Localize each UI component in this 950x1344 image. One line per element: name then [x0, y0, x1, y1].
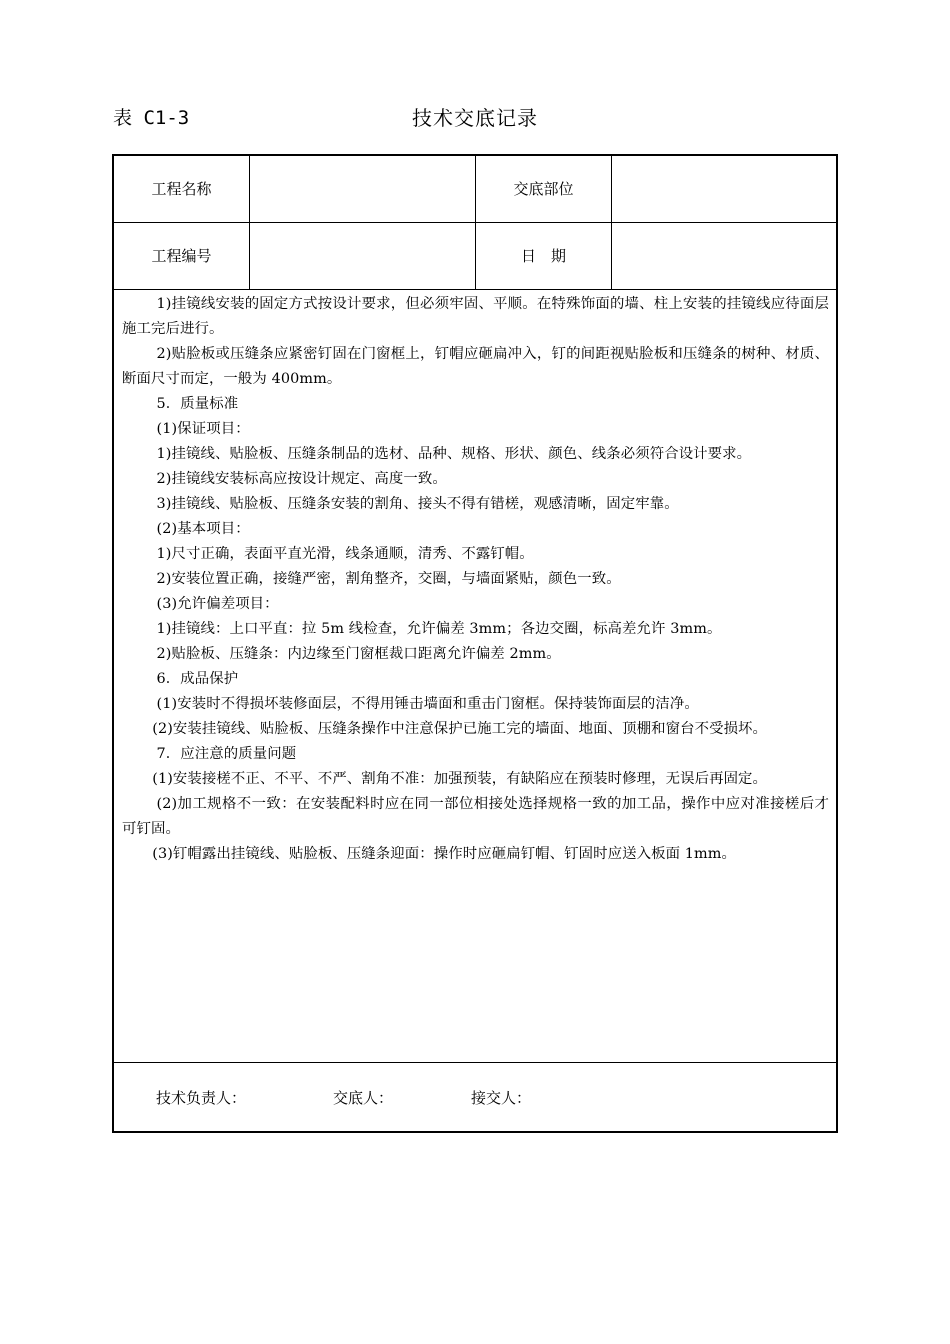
- content-paragraph: (2)加工规格不一致：在安装配料时应在同一部位相接处选择规格一致的加工品，操作中应对准接槎后才可钉固。: [122, 796, 829, 837]
- date-field[interactable]: [612, 223, 836, 289]
- content-paragraph: (2)安装挂镜线、贴脸板、压缝条操作中注意保护已施工完的墙面、地面、顶棚和窗台不受损坏。: [152, 721, 768, 737]
- content-paragraph: 1)尺寸正确，表面平直光滑，线条通顺，清秀、不露钉帽。: [156, 546, 534, 562]
- section-heading: 7．应注意的质量问题: [156, 746, 297, 762]
- disclosure-content: [122, 292, 829, 867]
- location-field[interactable]: [612, 156, 836, 222]
- content-paragraph: (3)钉帽露出挂镜线、贴脸板、压缝条迎面：操作时应砸扁钉帽、钉固时应送入板面 1mm。: [152, 846, 737, 862]
- project-name-field[interactable]: [250, 156, 475, 222]
- footer-divider: [114, 1062, 836, 1063]
- discloser-signature-label: 交底人：: [333, 1089, 394, 1107]
- date-label: 日 期: [520, 247, 566, 265]
- content-paragraph: (3)允许偏差项目：: [156, 596, 279, 612]
- tech-lead-signature-label: 技术负责人：: [156, 1089, 247, 1107]
- form-code: 表 C1-3: [113, 107, 190, 129]
- content-paragraph: 2)贴脸板、压缝条：内边缘至门窗框裁口距离允许偏差 2mm。: [156, 646, 561, 662]
- content-paragraph: (1)保证项目：: [156, 421, 250, 437]
- content-paragraph: 1)挂镜线、贴脸板、压缝条制品的选材、品种、规格、形状、颜色、线条必须符合设计要求。: [156, 446, 752, 462]
- section-heading: 5．质量标准: [156, 396, 239, 412]
- project-no-field[interactable]: [250, 223, 475, 289]
- content-paragraph: 3)挂镜线、贴脸板、压缝条安装的割角、接头不得有错槎，观感清晰，固定牢靠。: [156, 496, 679, 512]
- content-paragraph: 1)挂镜线：上口平直：拉 5m 线检查，允许偏差 3mm；各边交圈，标高差允许 3mm。: [156, 621, 722, 637]
- project-no-label: 工程编号: [151, 247, 212, 265]
- location-label: 交底部位: [513, 180, 574, 198]
- record-table: [112, 154, 838, 1133]
- content-paragraph: 2)安装位置正确，接缝严密，割角整齐，交圈，与墙面紧贴，颜色一致。: [156, 571, 621, 587]
- receiver-signature-label: 接交人：: [471, 1089, 532, 1107]
- content-paragraph: (2)基本项目：: [156, 521, 250, 537]
- content-paragraph: (1)安装接槎不正、不平、不严、割角不准：加强预装，有缺陷应在预装时修理，无误后再固定。: [152, 771, 768, 787]
- content-paragraph: 1)挂镜线安装的固定方式按设计要求，但必须牢固、平顺。在特殊饰面的墙、柱上安装的挂镜线应待面层施工完后进行。: [122, 296, 829, 337]
- project-name-label: 工程名称: [151, 180, 212, 198]
- content-paragraph: 2)挂镜线安装标高应按设计规定、高度一致。: [156, 471, 447, 487]
- document-title: 技术交底记录: [412, 106, 538, 130]
- row-divider-2: [114, 289, 836, 290]
- section-heading: 6．成品保护: [156, 671, 239, 687]
- content-paragraph: 2)贴脸板或压缝条应紧密钉固在门窗框上，钉帽应砸扁冲入，钉的间距视贴脸板和压缝条的树种、材质、断面尺寸而定，一般为 400mm。: [122, 346, 829, 387]
- content-paragraph: (1)安装时不得损坏装修面层，不得用锤击墙面和重击门窗框。保持装饰面层的洁净。: [156, 696, 699, 712]
